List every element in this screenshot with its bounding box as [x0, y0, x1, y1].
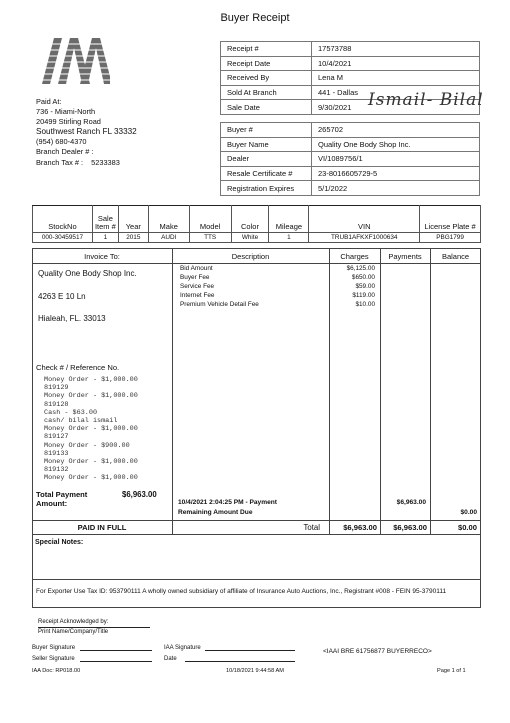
paid-in-full-label: PAID IN FULL [77, 523, 127, 532]
handwritten-signature: Ismail- Bilal [368, 90, 484, 110]
paid-at-label: Paid At: [36, 97, 62, 106]
line-item-charge: $59.00 [355, 283, 375, 290]
iaa-logo [40, 36, 110, 86]
buyer-signature-label: Buyer Signature [32, 645, 76, 651]
column-header: Model [189, 206, 231, 233]
column-header: Sale Item # [92, 206, 118, 233]
exporter-note: For Exporter Use Tax ID: 953790111 A wholly owned subsidiary of affiliate of Insurance Auto Auctions, Inc., Registrant #008 - FEIN 95-3790111 [36, 588, 447, 595]
table-cell: 1 [269, 233, 309, 243]
buyer-label: Dealer [221, 152, 312, 167]
column-divider [172, 248, 173, 535]
receipt-label: Receipt # [221, 42, 312, 57]
table-row [221, 71, 480, 86]
line-item-charge: $10.00 [355, 301, 375, 308]
table-cell: TRUB1AFKXF1000634 [309, 233, 420, 243]
invoice-to-header: Invoice To: [84, 252, 120, 261]
vehicle-table [32, 205, 481, 243]
receipt-label: Sale Date [221, 100, 312, 115]
receipt-value: 9/30/2021 [312, 100, 480, 115]
table-header-row [33, 206, 481, 233]
column-divider [329, 248, 330, 535]
list-item: Cash - $63.00 [44, 408, 98, 417]
list-item: Money Order - $900.00 [44, 441, 130, 450]
print-name-label: Print Name/Company/Title [38, 629, 109, 635]
line-item-desc: Internet Fee [180, 292, 215, 299]
column-divider [430, 248, 431, 535]
iaa-signature-label: IAA Signature [164, 645, 201, 651]
table-cell: AUDI [148, 233, 189, 243]
list-item: 819133 [44, 449, 69, 458]
list-item: Money Order - $1,000.00 [44, 392, 138, 401]
table-row [221, 166, 480, 181]
column-header: Year [118, 206, 148, 233]
seller-signature-line[interactable] [80, 661, 152, 662]
iaa-signature-line[interactable] [205, 650, 295, 651]
receipt-value: 10/4/2021 [312, 56, 480, 71]
receipt-label: Received By [221, 71, 312, 86]
table-row [221, 122, 480, 137]
buyer-label: Registration Expires [221, 181, 312, 196]
invoice-header-divider [32, 263, 481, 264]
paid-at-block [36, 97, 137, 168]
total-payments: $6,963.00 [393, 523, 427, 532]
column-header: Mileage [269, 206, 309, 233]
remaining-label: Remaining Amount Due [178, 509, 253, 516]
page-title: Buyer Receipt [220, 12, 290, 24]
table-row [221, 181, 480, 196]
table-row [221, 56, 480, 71]
branch-name: 736 - Miami-North [36, 107, 96, 117]
line-item-desc: Service Fee [180, 283, 215, 290]
printed-timestamp: 10/18/2021 9:44:58 AM [226, 668, 284, 674]
line-item-desc: Buyer Fee [180, 274, 210, 281]
bill-to-city: Hialeah, FL. 33013 [38, 314, 106, 323]
list-item: Money Order - $1,000.00 [44, 458, 138, 467]
special-notes-label: Special Notes: [35, 539, 84, 546]
buyer-value: 5/1/2022 [312, 181, 480, 196]
column-header: VIN [309, 206, 420, 233]
list-item: 819127 [44, 433, 69, 442]
totals-divider [32, 520, 481, 521]
payment-amount: $6,963.00 [396, 499, 426, 506]
special-notes-box [32, 535, 481, 580]
check-reference-label: Check # / Reference No. [36, 363, 120, 372]
table-row [33, 233, 481, 243]
remaining-balance: $0.00 [460, 509, 477, 516]
buyer-value: 265702 [312, 122, 480, 137]
buyer-label: Buyer # [221, 122, 312, 137]
total-payment-value: $6,963.00 [122, 490, 157, 499]
branch-tax-value: 5233383 [91, 157, 120, 167]
list-item: cash/ bilal ismail [44, 417, 118, 426]
buyer-value: 23-8016605729-5 [312, 166, 480, 181]
payments-header: Payments [388, 252, 422, 261]
table-cell: PBG1799 [420, 233, 481, 243]
table-cell: 1 [92, 233, 118, 243]
barcode-text: <IAAI BRE 61756877 BUYERRECO> [323, 648, 432, 655]
total-charges: $6,963.00 [343, 523, 377, 532]
date-line[interactable] [185, 661, 295, 662]
table-row [221, 152, 480, 167]
table-cell: 000-30459517 [33, 233, 93, 243]
line-item-charge: $6,125.00 [346, 265, 375, 272]
payment-line: 10/4/2021 2:04:25 PM - Payment [178, 499, 277, 506]
buyer-signature-line[interactable] [80, 650, 152, 651]
list-item: Money Order - $1,000.00 [44, 474, 138, 483]
receipt-label: Sold At Branch [221, 85, 312, 100]
page-number: Page 1 of 1 [437, 668, 466, 674]
receipt-value: Lena M [312, 71, 480, 86]
table-row [221, 137, 480, 152]
charges-header: Charges [340, 252, 369, 261]
branch-tax-row [36, 158, 137, 168]
description-header: Description [231, 252, 270, 261]
column-header: Make [148, 206, 189, 233]
date-label: Date [164, 656, 177, 662]
print-name-line [38, 627, 150, 628]
column-header: Color [231, 206, 269, 233]
reference-list [44, 376, 169, 486]
line-item-charge: $119.00 [352, 292, 375, 299]
column-header: License Plate # [420, 206, 481, 233]
branch-street: 20499 Stirling Road [36, 117, 101, 127]
receipt-value: 441 - Dallas [312, 85, 480, 100]
table-row [221, 42, 480, 57]
list-item: 819128 [44, 400, 69, 409]
list-item: 819129 [44, 384, 69, 393]
branch-tax-label: Branch Tax # : [36, 157, 84, 167]
seller-signature-label: Seller Signature [32, 656, 75, 662]
line-item-desc: Premium Vehicle Detail Fee [180, 301, 259, 308]
receipt-label: Receipt Date [221, 56, 312, 71]
line-item-charge: $650.00 [351, 274, 375, 281]
total-label: Total [303, 523, 320, 532]
buyer-label: Resale Certificate # [221, 166, 312, 181]
branch-dealer-label: Branch Dealer # : [36, 147, 94, 157]
column-header: StockNo [33, 206, 93, 233]
buyer-value: Quality One Body Shop Inc. [312, 137, 480, 152]
buyer-value: VI/1089756/1 [312, 152, 480, 167]
list-item: Money Order - $1,000.00 [44, 425, 138, 434]
receipt-info-table [220, 41, 480, 196]
buyer-label: Buyer Name [221, 137, 312, 152]
line-item-desc: Bid Amount [180, 265, 213, 272]
bill-to-name: Quality One Body Shop Inc. [38, 269, 137, 278]
bill-to-street: 4263 E 10 Ln [38, 292, 86, 301]
doc-id: IAA Doc: RP018.00 [32, 668, 81, 674]
table-cell: 2015 [118, 233, 148, 243]
branch-city: Southwest Ranch FL 33332 [36, 127, 137, 137]
table-cell: TTS [189, 233, 231, 243]
receipt-value: 17573788 [312, 42, 480, 57]
branch-phone: (954) 680-4370 [36, 137, 87, 147]
table-cell: White [231, 233, 269, 243]
column-divider [380, 248, 381, 535]
list-item: Money Order - $1,000.00 [44, 376, 138, 384]
ack-label: Receipt Acknowledged by: [38, 619, 109, 625]
balance-header: Balance [441, 252, 470, 261]
total-balance: $0.00 [457, 523, 477, 532]
list-item: 819132 [44, 466, 69, 475]
total-payment-label: Total Payment Amount: [36, 490, 88, 508]
